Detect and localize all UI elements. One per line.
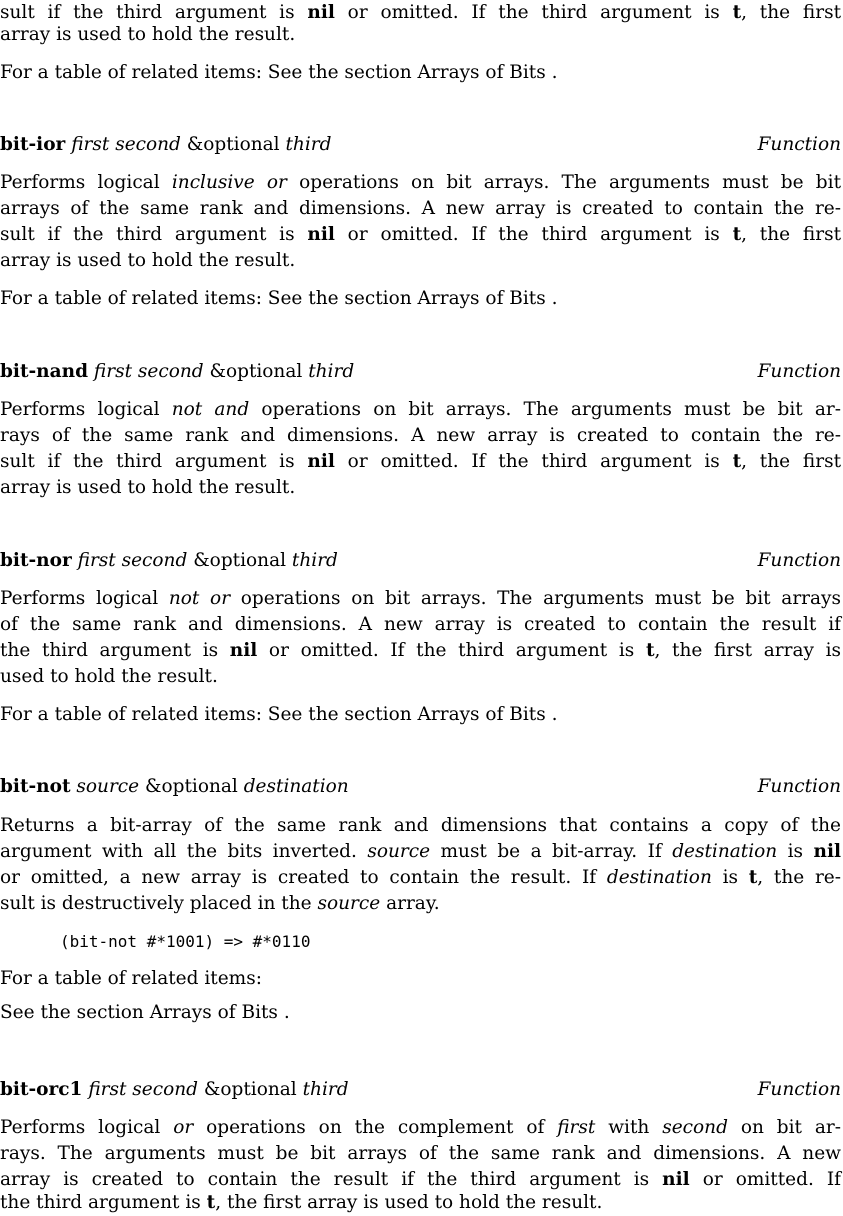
bit-not-code-example: (bit-not #*1001) => #*0110 [60,932,311,951]
bit-ior-signature: bit-ior first second &optional third [0,134,332,155]
bit-not-name: bit-not [0,776,71,797]
intro-related-items: For a table of related items: See the section Arrays of Bits . [0,62,558,83]
bit-ior-desc-line-1: Performs logical inclusive or operations on bit arrays. The arguments must be bit [0,172,842,193]
bit-nor-desc-line-4: used to hold the result. [0,666,218,687]
bit-ior-kind: Function [757,134,841,155]
intro-line-1: sult if the third argument is nil or omitted. If the third argument is t, the first [0,2,842,23]
bit-nor-kind: Function [757,550,841,571]
bit-not-related-items: See the section Arrays of Bits . [0,1002,290,1023]
bit-nand-desc-line-3: sult if the third argument is nil or omitted. If the third argument is t, the first [0,451,842,472]
bit-nor-signature: bit-nor first second &optional third [0,550,338,571]
bit-nand-desc-line-2: rays of the same rank and dimensions. A new array is created to contain the re- [0,425,841,446]
bit-orc1-kind: Function [757,1079,841,1100]
bit-nand-name: bit-nand [0,361,89,382]
bit-orc1-name: bit-orc1 [0,1079,83,1100]
bit-orc1-desc-line-1: Performs logical or operations on the complement of first with second on bit ar- [0,1117,842,1138]
bit-orc1-desc-line-4: the third argument is t, the first array is used to hold the result. [0,1192,603,1213]
bit-ior-related-items: For a table of related items: See the section Arrays of Bits . [0,288,558,309]
bit-nand-signature: bit-nand first second &optional third [0,361,355,382]
bit-ior-desc-line-3: sult if the third argument is nil or omitted. If the third argument is t, the first [0,224,842,245]
bit-not-desc-line-2: argument with all the bits inverted. source must be a bit-array. If destination is nil [0,841,842,862]
bit-ior-entry-header [0,132,841,158]
bit-orc1-desc-line-2: rays. The arguments must be bit arrays of the same rank and dimensions. A new [0,1143,841,1164]
bit-nor-desc-line-1: Performs logical not or operations on bit arrays. The arguments must be bit arrays [0,588,842,609]
bit-orc1-entry-header [0,1077,841,1103]
bit-nor-desc-line-2: of the same rank and dimensions. A new array is created to contain the result if [0,614,841,635]
bit-nand-kind: Function [757,361,841,382]
arrays-of-bits-link[interactable]: Arrays of Bits [417,704,546,725]
bit-not-kind: Function [757,776,841,797]
bit-nand-entry-header [0,359,841,385]
bit-nor-entry-header [0,548,841,574]
bit-not-entry-header [0,774,841,800]
bit-not-related-heading: For a table of related items: [0,968,262,989]
bit-ior-name: bit-ior [0,134,66,155]
arrays-of-bits-link[interactable]: Arrays of Bits [417,62,546,83]
bit-not-desc-line-3: or omitted, a new array is created to contain the result. If destination is t, the re- [0,867,841,888]
intro-line-2: array is used to hold the result. [0,24,296,45]
bit-nor-desc-line-3: the third argument is nil or omitted. If the third argument is t, the first array is [0,640,842,661]
bit-ior-desc-line-4: array is used to hold the result. [0,250,296,271]
bit-not-desc-line-4: sult is destructively placed in the source array. [0,893,440,914]
arrays-of-bits-link[interactable]: Arrays of Bits [417,288,546,309]
bit-nand-desc-line-4: array is used to hold the result. [0,477,296,498]
bit-orc1-signature: bit-orc1 first second &optional third [0,1079,349,1100]
bit-not-signature: bit-not source &optional destination [0,776,349,797]
bit-orc1-desc-line-3: array is created to contain the result if the third argument is nil or omitted. If [0,1169,841,1190]
arrays-of-bits-link[interactable]: Arrays of Bits [149,1002,278,1023]
bit-nand-desc-line-1: Performs logical not and operations on bit arrays. The arguments must be bit ar- [0,399,842,420]
bit-nor-name: bit-nor [0,550,72,571]
bit-not-desc-line-1: Returns a bit-array of the same rank and dimensions that contains a copy of the [0,815,841,836]
bit-nor-related-items: For a table of related items: See the section Arrays of Bits . [0,704,558,725]
bit-ior-desc-line-2: arrays of the same rank and dimensions. A new array is created to contain the re- [0,198,841,219]
